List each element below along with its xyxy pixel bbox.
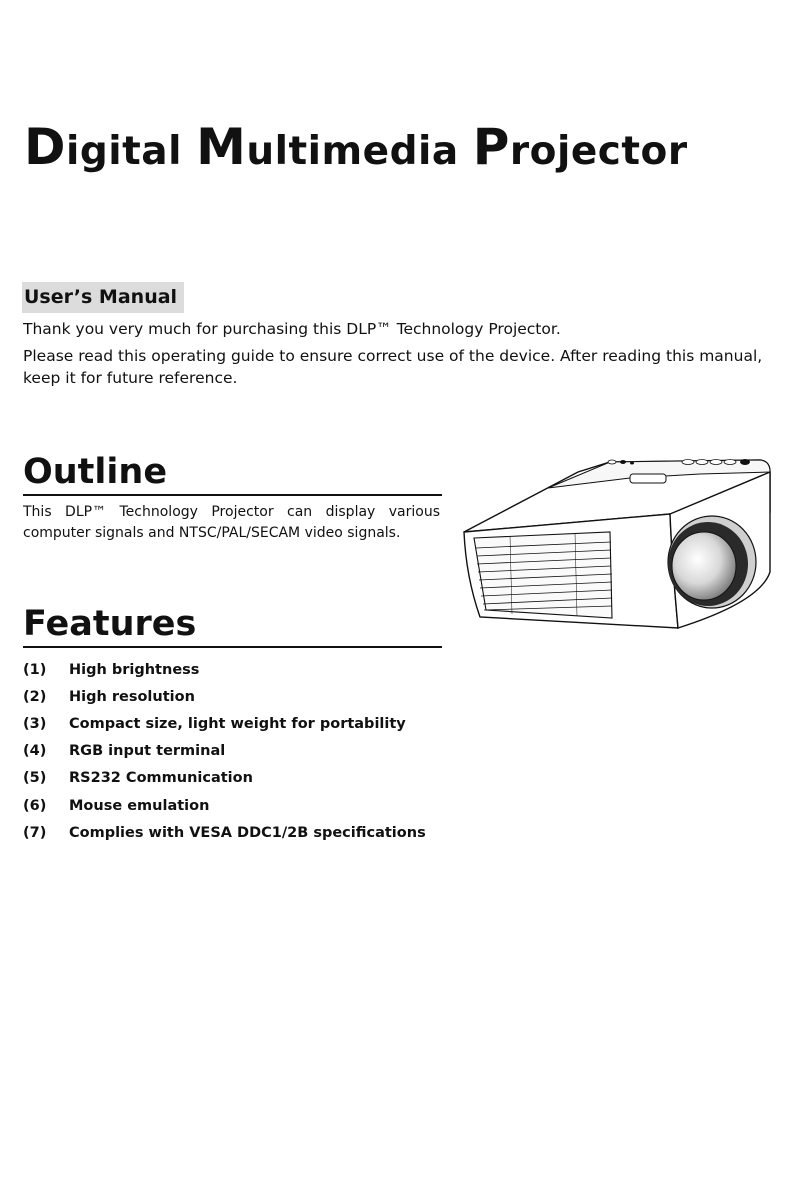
- feature-label: High resolution: [69, 688, 195, 705]
- feature-number: (6): [23, 797, 47, 814]
- outline-heading: Outline: [23, 452, 442, 496]
- feature-label: Mouse emulation: [69, 797, 210, 814]
- feature-item: [23, 792, 426, 819]
- feature-label: Complies with VESA DDC1/2B specifications: [69, 824, 426, 841]
- feature-item: [23, 738, 426, 765]
- feature-label: Compact size, light weight for portability: [69, 715, 406, 732]
- feature-label: High brightness: [69, 661, 200, 678]
- users-manual-heading: User’s Manual: [22, 282, 184, 313]
- features-list: [23, 656, 426, 846]
- feature-number: (3): [23, 715, 47, 732]
- features-heading: Features: [23, 604, 442, 648]
- feature-number: (4): [23, 743, 47, 760]
- feature-number: (5): [23, 770, 47, 787]
- feature-label: RS232 Communication: [69, 770, 253, 787]
- feature-number: (1): [23, 661, 47, 678]
- projector-illustration-icon: [460, 452, 778, 636]
- page-title: Digital Multimedia Projector: [24, 118, 688, 177]
- feature-item: [23, 765, 426, 792]
- feature-item: [23, 819, 426, 846]
- thank-you-paragraph: Thank you very much for purchasing this DLP™ Technology Projector.: [23, 320, 561, 338]
- feature-item: [23, 683, 426, 710]
- feature-item: [23, 656, 426, 683]
- outline-paragraph: This DLP™ Technology Projector can display various computer signals and NTSC/PAL/SECAM video signals.: [23, 504, 440, 541]
- feature-item: [23, 710, 426, 737]
- feature-number: (7): [23, 824, 47, 841]
- read-guide-paragraph: Please read this operating guide to ensure correct use of the device. After reading this manual, keep it for future reference.: [23, 347, 763, 387]
- feature-label: RGB input terminal: [69, 743, 226, 760]
- feature-number: (2): [23, 688, 47, 705]
